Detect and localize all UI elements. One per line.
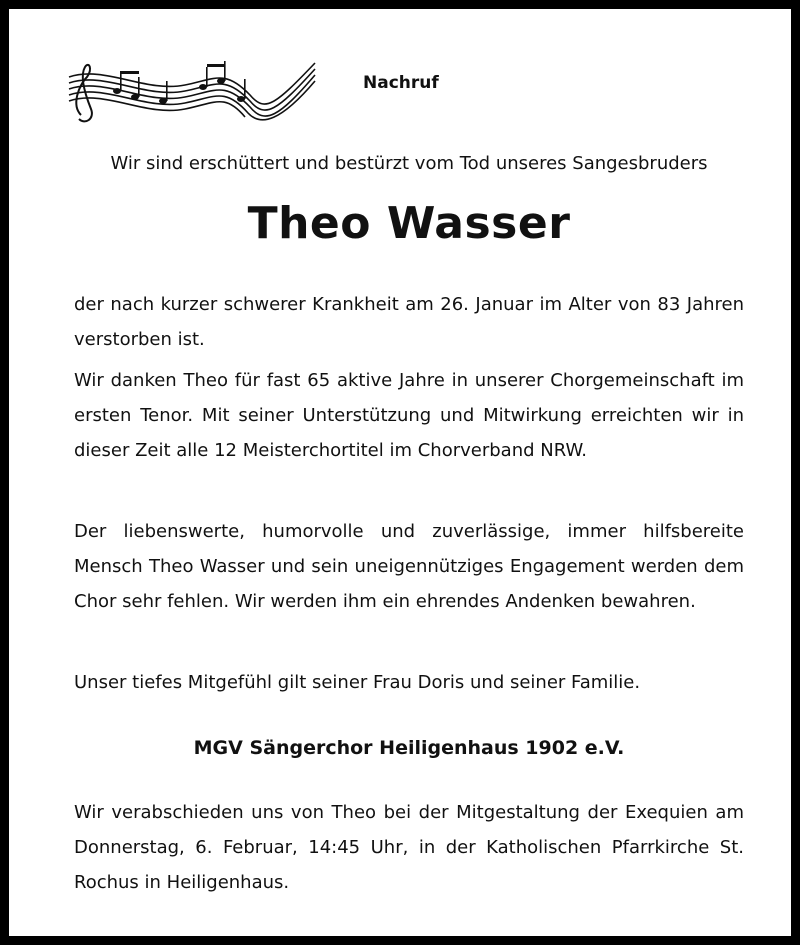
deceased-name: Theo Wasser — [247, 198, 571, 249]
music-staff-icon — [65, 55, 317, 127]
paragraph-thanks: Wir danken Theo für fast 65 aktive Jahre in unserer Chorgemeinschaft im ersten Tenor. Mit seiner Unterstützung und Mitwirkung erreichten wir in dieser Zeit alle 12 Meisterchortitel im Chorverband NRW. — [74, 370, 744, 461]
paragraph-death-notice: der nach kurzer schwerer Krankheit am 26. Januar im Alter von 83 Jahren verstorben ist. — [74, 294, 744, 350]
paragraph-farewell: Wir verabschieden uns von Theo bei der Mitgestaltung der Exequien am Donnerstag, 6. Februar, 14:45 Uhr, in der Katholischen Pfarrkirche St. Rochus in Heiligenhaus. — [74, 802, 744, 893]
club-signature: MGV Sängerchor Heiligenhaus 1902 e.V. — [193, 737, 625, 759]
paragraph-condolence: Unser tiefes Mitgefühl gilt seiner Frau Doris und seiner Familie. — [74, 672, 641, 693]
obituary-heading: Nachruf — [363, 73, 439, 93]
intro-text: Wir sind erschüttert und bestürzt vom Tod unseres Sangesbruders — [110, 153, 708, 174]
paragraph-tribute: Der liebenswerte, humorvolle und zuverlässige, immer hilfsbereite Mensch Theo Wasser und sein uneigennütziges Engagement werden dem Chor sehr fehlen. Wir werden ihm ein ehrendes Andenken bewahren. — [74, 521, 744, 612]
